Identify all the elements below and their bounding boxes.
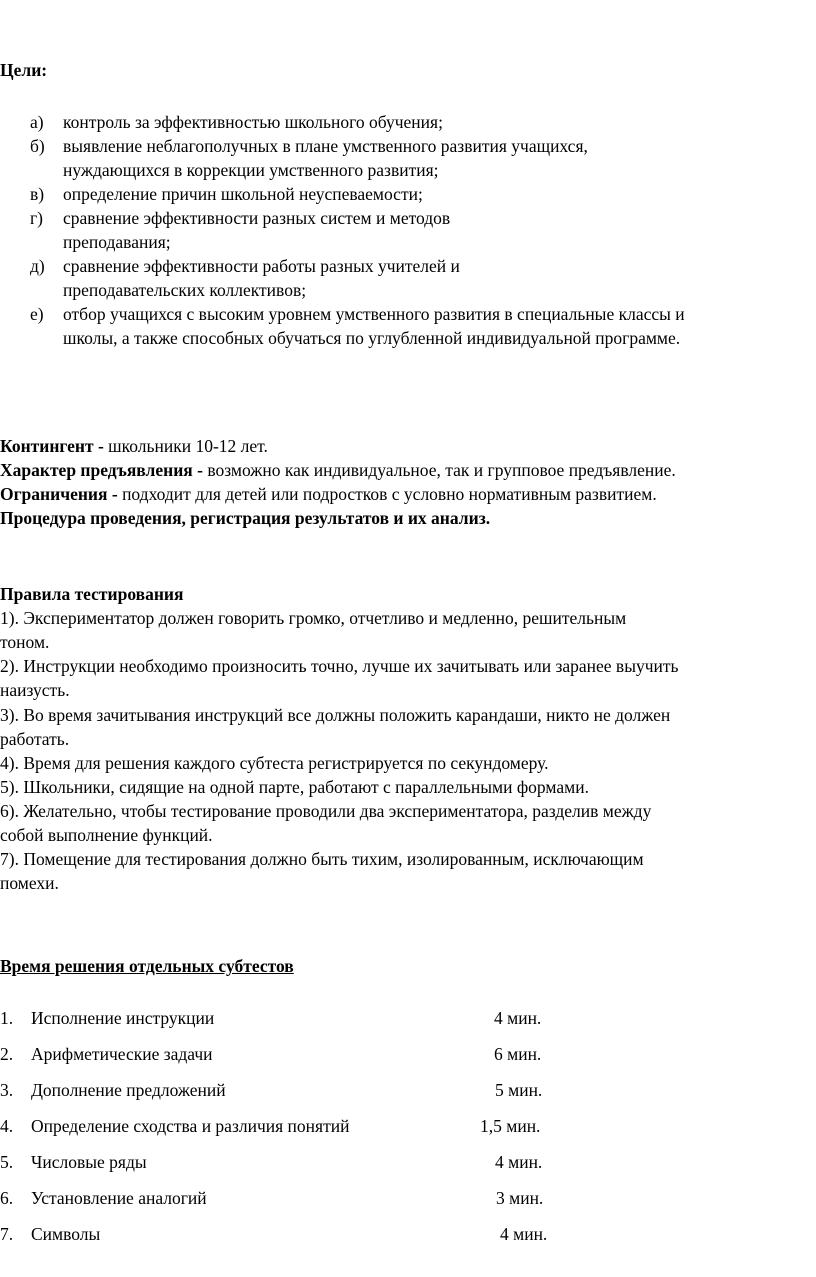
goal-text-cont: преподавания;	[63, 232, 171, 252]
subtest-number: 2.	[0, 1044, 14, 1064]
subtest-time: 4 мин.	[500, 1224, 548, 1244]
subtest-time: 3 мин.	[496, 1188, 544, 1208]
character-label: Характер предъявления -	[0, 460, 208, 480]
subtest-number: 3.	[0, 1080, 14, 1100]
goals-title: Цели:	[0, 60, 48, 80]
rule-line: тоном.	[0, 632, 50, 652]
rule-line: помехи.	[0, 873, 59, 893]
rules-title: Правила тестирования	[0, 584, 184, 604]
rule-line: 3). Во время зачитывания инструкций все должны положить карандаши, никто не должен	[0, 705, 671, 725]
subtest-name: Числовые ряды	[31, 1152, 147, 1172]
rule-line: наизусть.	[0, 680, 70, 700]
subtest-time: 6 мин.	[494, 1044, 542, 1064]
goal-marker: е)	[30, 304, 44, 324]
subtests-title: Время решения отдельных субтестов	[0, 956, 294, 976]
rule-line: собой выполнение функций.	[0, 825, 213, 845]
subtest-name: Арифметические задачи	[31, 1044, 213, 1064]
goal-text: определение причин школьной неуспеваемости;	[63, 184, 423, 204]
subtest-time: 4 мин.	[494, 1008, 542, 1028]
subtest-row	[0, 1078, 600, 1102]
goal-text: отбор учащихся с высоким уровнем умственного развития в специальные классы и	[63, 304, 685, 324]
subtest-number: 5.	[0, 1152, 14, 1172]
goal-marker: г)	[30, 208, 44, 228]
rule-line: 5). Школьники, сидящие на одной парте, работают с параллельными формами.	[0, 777, 589, 797]
contingent-value: школьники 10-12 лет.	[108, 436, 268, 456]
limits-line	[0, 482, 657, 506]
rule-line: работать.	[0, 729, 70, 749]
goal-text-cont: школы, а также способных обучаться по углубленной индивидуальной программе.	[63, 328, 681, 348]
subtest-name: Дополнение предложений	[31, 1080, 226, 1100]
subtest-number: 4.	[0, 1116, 14, 1136]
subtest-row	[0, 1042, 600, 1066]
limits-value: подходит для детей или подростков с условно нормативным развитием.	[122, 484, 657, 504]
goal-marker: а)	[30, 112, 44, 132]
subtest-time: 5 мин.	[495, 1080, 543, 1100]
rule-line: 1). Экспериментатор должен говорить громко, отчетливо и медленно, решительным	[0, 608, 627, 628]
subtest-number: 7.	[0, 1224, 14, 1244]
goal-text: выявление неблагополучных в плане умственного развития учащихся,	[63, 136, 588, 156]
goal-text: сравнение эффективности разных систем и методов	[63, 208, 451, 228]
subtest-row	[0, 1006, 600, 1030]
subtest-number: 6.	[0, 1188, 14, 1208]
subtest-name: Определение сходства и различия понятий	[31, 1116, 350, 1136]
rule-line: 7). Помещение для тестирования должно быть тихим, изолированным, исключающим	[0, 849, 644, 869]
goal-text: сравнение эффективности работы разных учителей и	[63, 256, 460, 276]
goal-marker: б)	[30, 136, 45, 156]
goal-text-cont: преподавательских коллективов;	[63, 280, 307, 300]
contingent-label: Контингент -	[0, 436, 109, 456]
rule-line: 4). Время для решения каждого субтеста регистрируется по секундомеру.	[0, 753, 549, 773]
subtest-row	[0, 1222, 600, 1246]
contingent-line	[0, 434, 268, 458]
goal-text: контроль за эффективностью школьного обучения;	[63, 112, 443, 132]
character-line	[0, 458, 676, 482]
goal-marker: д)	[30, 256, 45, 276]
goal-marker: в)	[30, 184, 45, 204]
character-value: возможно как индивидуальное, так и групповое предъявление.	[207, 460, 676, 480]
procedure-heading: Процедура проведения, регистрация результатов и их анализ.	[0, 508, 491, 528]
subtest-name: Установление аналогий	[31, 1188, 207, 1208]
goal-text-cont: нуждающихся в коррекции умственного развития;	[63, 160, 439, 180]
rule-line: 2). Инструкции необходимо произносить точно, лучше их зачитывать или заранее выучить	[0, 656, 679, 676]
subtest-name: Символы	[31, 1224, 101, 1244]
subtest-name: Исполнение инструкции	[31, 1008, 215, 1028]
subtest-number: 1.	[0, 1008, 14, 1028]
subtest-time: 1,5 мин.	[480, 1116, 541, 1136]
subtest-row	[0, 1114, 600, 1138]
subtest-time: 4 мин.	[495, 1152, 543, 1172]
subtest-row	[0, 1150, 600, 1174]
limits-label: Ограничения -	[0, 484, 123, 504]
subtest-row	[0, 1186, 600, 1210]
rule-line: 6). Желательно, чтобы тестирование проводили два экспериментатора, разделив между	[0, 801, 652, 821]
